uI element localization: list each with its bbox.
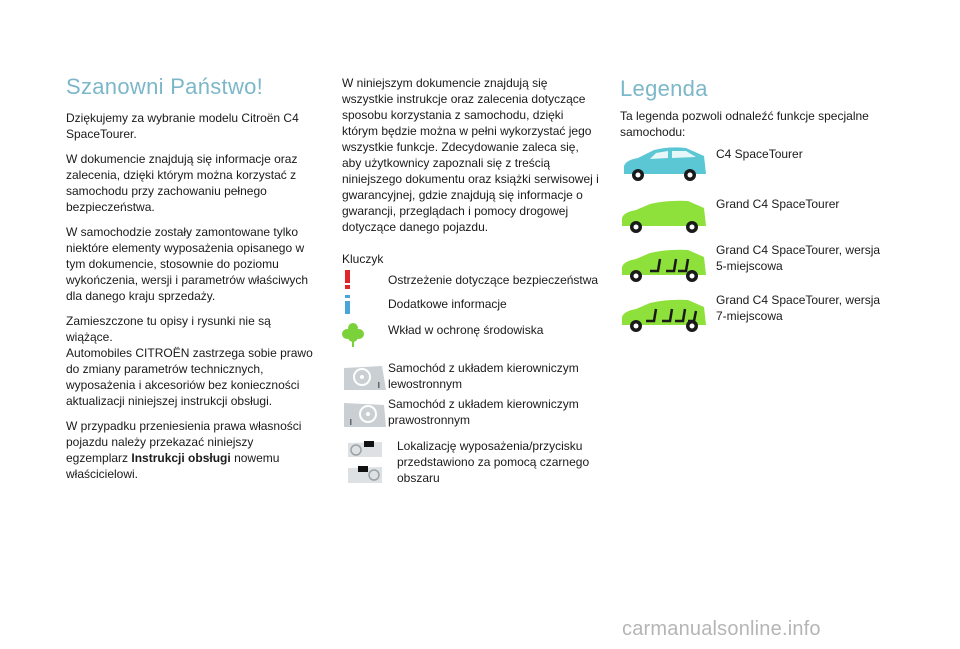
page-title: Szanowni Państwo! [66,74,264,99]
car-5-seat-icon [620,245,708,285]
legend-intro: Ta legenda pozwoli odnaleźć funkcje specjalne samochodu: [620,109,869,139]
key-lhd-text: Samochód z układem kierowniczym lewostronnym [388,361,579,391]
key-location-text: Lokalizację wyposażenia/przycisku przedstawiono za pomocą czarnego obszaru [397,439,590,485]
info-icon [343,295,353,315]
key-rhd-text: Samochód z układem kierowniczym prawostronnym [388,397,579,427]
warning-icon [343,270,353,290]
document-intro: W niniejszym dokumencie znajdują się wszystkie instrukcje oraz zalecenia dotyczące sposobu korzystania z samochodu, dzięki którym będzie można w pełni wykorzystać jego wszystkie funkcje. Zdecydowanie zaleca się, aby użytkownicy zapoznali się z treścią niniejszego dokumentu oraz książki serwisowej i gwarancyjnej, gdzie znajdują się informacje o gwarancji, przeglądach i pomocy drogowej dotyczące danego pojazdu. [342,76,599,234]
leaf-icon [342,322,364,348]
lhd-steering-icon [342,362,388,392]
watermark: carmanualsonline.info [622,618,821,640]
key-warning-text: Ostrzeżenie dotyczące bezpieczeństwa [388,273,599,287]
key-location [342,437,600,491]
key-environment-text: Wkład w ochronę środowiska [388,323,544,337]
legend-title: Legenda [620,76,708,101]
key-environment [342,322,600,348]
rhd-steering-icon [342,399,388,429]
car-c4-icon [620,144,708,184]
key-info-text: Dodatkowe informacje [388,297,507,311]
legend-7-seat-label: Grand C4 SpaceTourer, wersja 7-miejscowa [716,293,881,323]
legend-grand-c4-label: Grand C4 SpaceTourer [716,197,840,211]
safety-paragraph: W dokumencie znajdują się informacje oraz zalecenia, dzięki którym można korzystać z samochodu przy zachowaniu pełnego bezpieczeństwa. [66,152,298,214]
car-grand-c4-icon [620,196,708,236]
legend-c4 [620,144,890,184]
car-7-seat-icon [620,295,708,335]
legend-grand-c4 [620,196,890,236]
rights-paragraph: Automobiles CITROËN zastrzega sobie prawo do zmiany parametrów technicznych, wyposażenia i akcesoriów bez konieczności aktualizacji niniejszej instrukcji obsługi. [66,346,313,408]
key-warning [342,270,600,292]
legend-5-seat [620,245,890,285]
key-rhd [342,396,600,430]
key-heading: Kluczyk [342,252,384,266]
legend-c4-label: C4 SpaceTourer [716,147,803,161]
equipment-paragraph: W samochodzie zostały zamontowane tylko niektóre elementy wyposażenia opisanego w tym dokumencie, stosownie do poziomu wykończenia, wersji i parametrów właściwych dla danego kraju sprzedaży. [66,225,309,303]
legend-7-seat [620,295,890,335]
ownership-paragraph: W przypadku przeniesienia prawa własności pojazdu należy przekazać niniejszy egzemplarz Instrukcji obsługi nowemu właścicielowi. [66,419,302,481]
equipment-location-icon [342,437,388,491]
key-lhd [342,360,600,394]
key-info [342,295,600,317]
manual-name: Instrukcji obsługi [131,451,231,465]
thanks-paragraph: Dziękujemy za wybranie modelu Citroën C4 SpaceTourer. [66,111,299,141]
legend-5-seat-label: Grand C4 SpaceTourer, wersja 5-miejscowa [716,243,881,273]
disclaimer-paragraph: Zamieszczone tu opisy i rysunki nie są wiążące. [66,314,271,344]
